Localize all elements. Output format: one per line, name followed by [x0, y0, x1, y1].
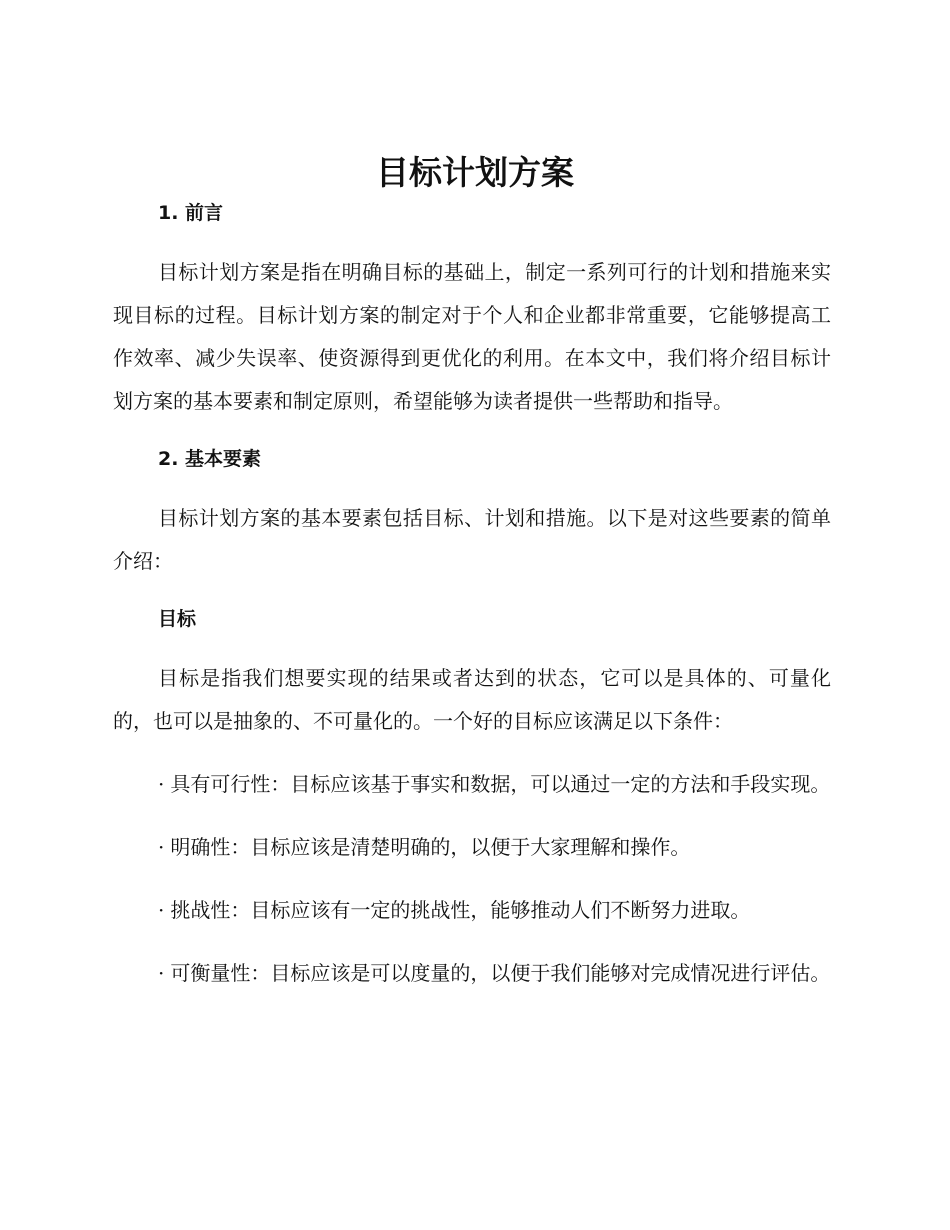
section-heading-preface: 1. 前言 — [158, 202, 224, 224]
goal-paragraph: 目标是指我们想要实现的结果或者达到的状态，它可以是具体的、可量化的，也可以是抽象的、不可量化的。一个好的目标应该满足以下条件： — [113, 666, 831, 733]
bullet-dot-icon: · — [158, 772, 165, 796]
subsection-heading-goal: 目标 — [158, 608, 197, 630]
elements-paragraph: 目标计划方案的基本要素包括目标、计划和措施。以下是对这些要素的简单介绍： — [113, 506, 831, 573]
bullet-text: 明确性：目标应该是清楚明确的，以便于大家理解和操作。 — [170, 835, 691, 859]
section-heading-elements: 2. 基本要素 — [158, 448, 262, 470]
bullet-item-clarity — [113, 826, 831, 869]
bullet-dot-icon: · — [158, 898, 165, 922]
bullet-item-measurability — [113, 952, 831, 995]
bullet-text: 可衡量性：目标应该是可以度量的，以便于我们能够对完成情况进行评估。 — [170, 961, 831, 985]
bullet-item-challenge — [113, 889, 831, 932]
bullet-dot-icon: · — [158, 961, 165, 985]
document-body — [113, 197, 831, 995]
bullet-item-feasibility — [113, 763, 831, 806]
preface-paragraph: 目标计划方案是指在明确目标的基础上，制定一系列可行的计划和措施来实现目标的过程。目标计划方案的制定对于个人和企业都非常重要，它能够提高工作效率、减少失误率、使资源得到更优化的利用。在本文中，我们将介绍目标计划方案的基本要素和制定原则，希望能够为读者提供一些帮助和指导。 — [113, 260, 831, 413]
document-title: 目标计划方案 — [376, 153, 574, 192]
bullet-dot-icon: · — [158, 835, 165, 859]
bullet-text: 挑战性：目标应该有一定的挑战性，能够推动人们不断努力进取。 — [170, 898, 751, 922]
bullet-text: 具有可行性：目标应该基于事实和数据，可以通过一定的方法和手段实现。 — [170, 772, 831, 796]
